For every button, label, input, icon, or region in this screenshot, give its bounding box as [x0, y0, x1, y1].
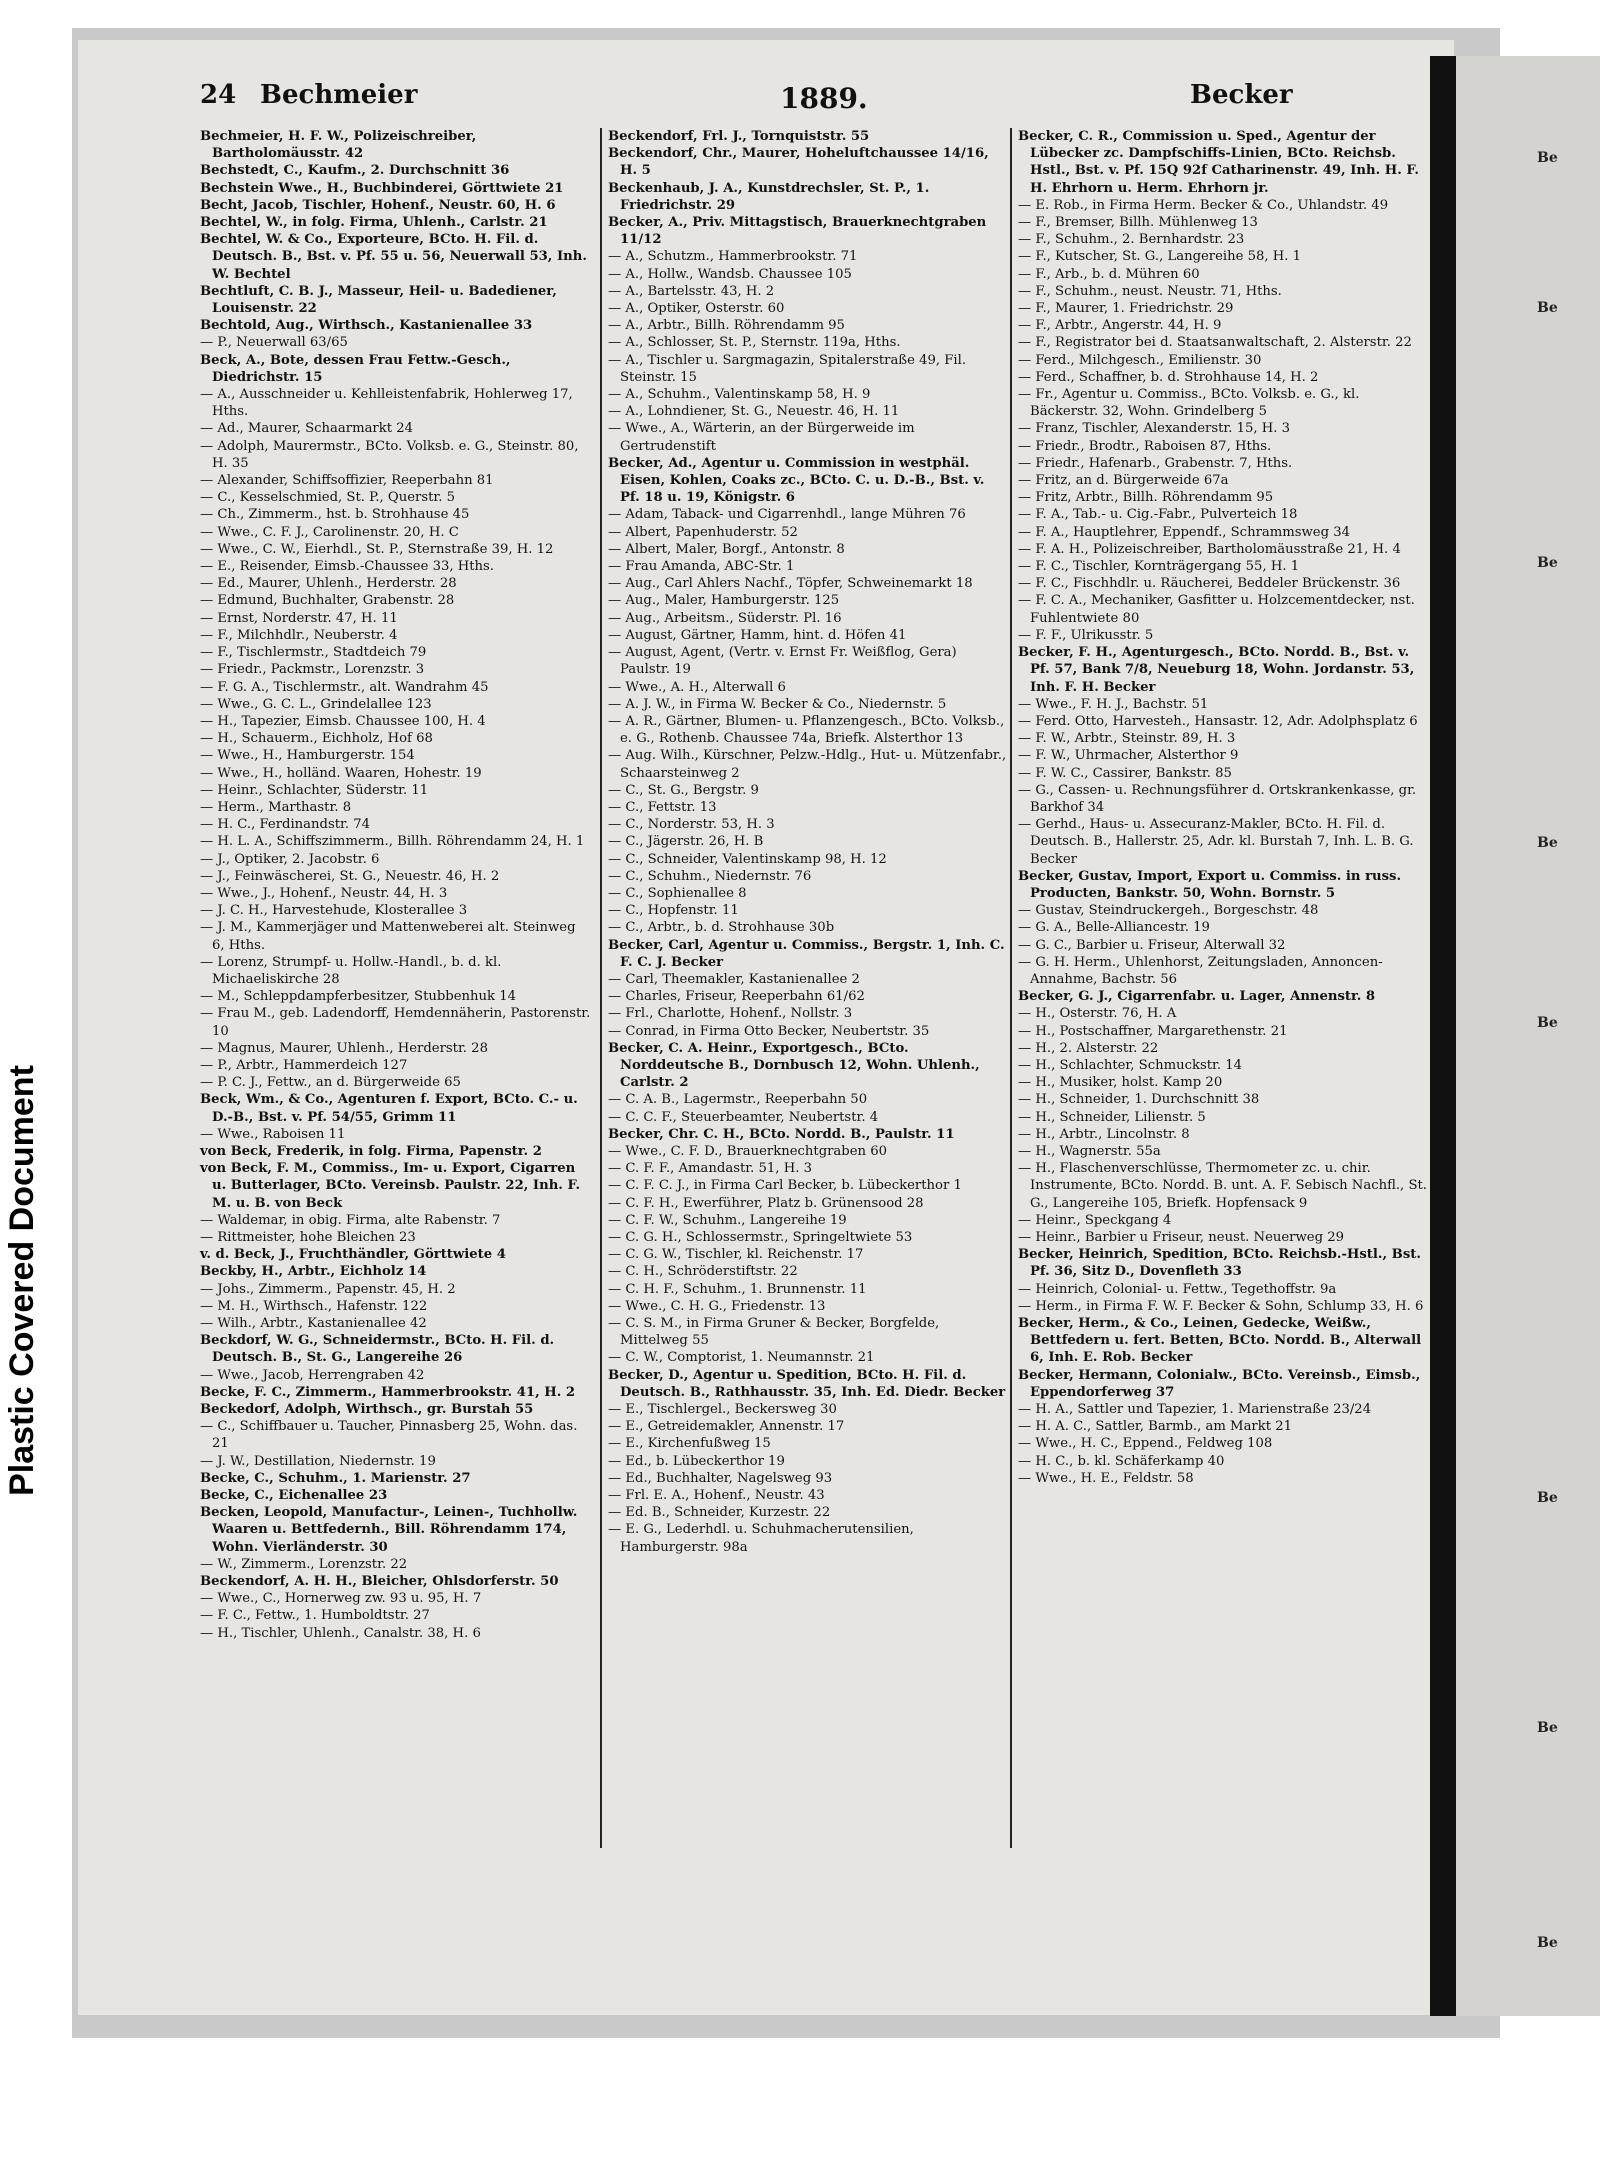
directory-entry: — Wilh., Arbtr., Kastanienallee 42 — [200, 1316, 427, 1332]
directory-entry: — Fr., Agentur u. Commiss., BCto. Volksb. e. G., kl. Bäckerstr. 32, Wohn. Grindelberg 5 — [1018, 387, 1360, 420]
directory-entry: Becker, F. H., Agenturgesch., BCto. Nordd. B., Bst. v. Pf. 57, Bank 7/8, Neueburg 18, Wohn. Jordanstr. 53, Inh. F. H. Becker — [1018, 645, 1415, 695]
directory-entry: — A., Tischler u. Sargmagazin, Spitalerstraße 49, Fil. Steinstr. 15 — [608, 352, 967, 385]
directory-entry: — Aug. Wilh., Kürschner, Pelzw.-Hdlg., Hut- u. Mützenfabr., Schaarsteinweg 2 — [608, 748, 1007, 781]
directory-entry: — F., Milchhdlr., Neuberstr. 4 — [200, 627, 398, 643]
directory-entry: — Friedr., Hafenarb., Grabenstr. 7, Hths. — [1018, 455, 1293, 471]
directory-entry: — Alexander, Schiffsoffizier, Reeperbahn 81 — [200, 473, 494, 489]
directory-entry: — H., Arbtr., Lincolnstr. 8 — [1018, 1126, 1190, 1142]
directory-entry: — Wwe., C. F. J., Carolinenstr. 20, H. C — [200, 524, 459, 540]
directory-entry: Becker, Ad., Agentur u. Commission in westphäl. Eisen, Kohlen, Coaks zc., BCto. C. u. D.-B., Bst. v. Pf. 18 u. 19, Königstr. 6 — [608, 455, 985, 506]
directory-entry: — Wwe., C. F. D., Brauerknechtgraben 60 — [608, 1143, 888, 1159]
directory-entry: Beck, A., Bote, dessen Frau Fettw.-Gesch., Diedrichstr. 15 — [200, 352, 511, 385]
directory-entry: Beck, Wm., & Co., Agenturen f. Export, BCto. C.- u. D.-B., Bst. v. Pf. 54/55, Grimm 11 — [200, 1092, 578, 1125]
directory-entry: — J. M., Kammerjäger und Mattenweberei alt. Steinweg 6, Hths. — [200, 920, 576, 953]
directory-entry: — E. G., Lederhdl. u. Schuhmacherutensilien, Hamburgerstr. 98a — [608, 1522, 914, 1555]
adjacent-page-fragment: Be — [1537, 1720, 1558, 1736]
directory-entry: — Wwe., G. C. L., Grindelallee 123 — [200, 696, 432, 712]
directory-entry: — Heinr., Barbier u Friseur, neust. Neuerweg 29 — [1018, 1230, 1344, 1245]
directory-entry: — Waldemar, in obig. Firma, alte Rabenstr. 7 — [200, 1212, 501, 1228]
directory-entry: — C., Fettstr. 13 — [608, 799, 717, 815]
directory-entry: — Wwe., C. W., Eierhdl., St. P., Sternstraße 39, H. 12 — [200, 541, 554, 557]
directory-entry: — H., Flaschenverschlüsse, Thermometer zc. u. chir. Instrumente, BCto. Nordd. B. unt. A. F. Sebisch Nachfl., St. G., Langereihe 105, Briefk. Hopfensack 9 — [1018, 1161, 1427, 1211]
directory-entry: Becker, Herm., & Co., Leinen, Gedecke, Weißw., Bettfedern u. fert. Betten, BCto. Nordd. B., Alterwall 6, Inh. E. Rob. Becker — [1018, 1316, 1422, 1366]
directory-entry: — Gerhd., Haus- u. Assecuranz-Makler, BCto. H. Fil. d. Deutsch. B., Hallerstr. 25, Adr. kl. Burstah 7, Inh. L. B. G. Becker — [1018, 817, 1414, 867]
plastic-covered-label: Plastic Covered Document — [3, 1064, 42, 1496]
directory-entry: Becker, A., Priv. Mittagstisch, Brauerknechtgraben 11/12 — [608, 215, 987, 248]
directory-entry: — F., Schuhm., neust. Neustr. 71, Hths. — [1018, 283, 1282, 299]
directory-entry: — Adolph, Maurermstr., BCto. Volksb. e. G., Steinstr. 80, H. 35 — [200, 438, 579, 471]
directory-entry: Becker, G. J., Cigarrenfabr. u. Lager, Annenstr. 8 — [1018, 989, 1376, 1005]
directory-entry: — C. W., Comptorist, 1. Neumannstr. 21 — [608, 1350, 875, 1366]
directory-entry: Bechstein Wwe., H., Buchbinderei, Görttwiete 21 — [200, 180, 564, 196]
directory-entry: — Ferd., Milchgesch., Emilienstr. 30 — [1018, 352, 1262, 368]
directory-entry: — C. H., Schröderstiftstr. 22 — [608, 1264, 798, 1280]
directory-entry: — F. W., Uhrmacher, Alsterthor 9 — [1018, 748, 1239, 764]
directory-entry: — G. C., Barbier u. Friseur, Alterwall 32 — [1018, 937, 1286, 953]
adjacent-page-fragment: Be — [1537, 555, 1558, 571]
directory-entry: — Frl., Charlotte, Hohenf., Nollstr. 3 — [608, 1006, 853, 1022]
directory-column-1 — [200, 128, 592, 1642]
directory-entry: — Heinr., Schlachter, Süderstr. 11 — [200, 782, 429, 798]
directory-entry: — F. A. H., Polizeischreiber, Bartholomäusstraße 21, H. 4 — [1018, 541, 1401, 557]
directory-entry: Becht, Jacob, Tischler, Hohenf., Neustr. 60, H. 6 — [200, 197, 556, 213]
column-divider — [600, 128, 602, 1848]
directory-entry: — Ed., Maurer, Uhlenh., Herderstr. 28 — [200, 576, 457, 592]
directory-entry: — E., Kirchenfußweg 15 — [608, 1436, 771, 1452]
directory-entry: — Edmund, Buchhalter, Grabenstr. 28 — [200, 593, 455, 609]
directory-entry: Beckendorf, Frl. J., Tornquiststr. 55 — [608, 129, 870, 144]
directory-entry: — Carl, Theemakler, Kastanienallee 2 — [608, 971, 860, 987]
directory-entry: — H. C., Ferdinandstr. 74 — [200, 817, 371, 833]
directory-entry: — C., Sophienallee 8 — [608, 885, 747, 901]
directory-entry: — August, Gärtner, Hamm, hint. d. Höfen 41 — [608, 627, 907, 643]
directory-entry: Becker, Hermann, Colonialw., BCto. Vereinsb., Eimsb., Eppendorferweg 37 — [1018, 1367, 1421, 1400]
directory-entry: — Frl. E. A., Hohenf., Neustr. 43 — [608, 1488, 825, 1504]
directory-entry: — Wwe., A. H., Alterwall 6 — [608, 679, 786, 695]
adjacent-page-fragment: Be — [1537, 1490, 1558, 1506]
directory-entry: — J. W., Destillation, Niedernstr. 19 — [200, 1453, 436, 1469]
directory-entry: — C., Schuhm., Niedernstr. 76 — [608, 868, 812, 884]
directory-entry: — Friedr., Packmstr., Lorenzstr. 3 — [200, 662, 425, 678]
directory-entry: — C., Norderstr. 53, H. 3 — [608, 817, 775, 833]
directory-entry: — C., St. G., Bergstr. 9 — [608, 782, 759, 798]
directory-entry: — F., Bremser, Billh. Mühlenweg 13 — [1018, 215, 1258, 231]
directory-entry: — A. R., Gärtner, Blumen- u. Pflanzengesch., BCto. Volksb., e. G., Rothenb. Chaussee 74a, Briefk. Alsterthor 13 — [608, 713, 1005, 747]
directory-entry: — F. C., Tischler, Kornträgergang 55, H. 1 — [1018, 559, 1300, 575]
adjacent-page-fragment: Be — [1537, 300, 1558, 316]
directory-entry: Bechtel, W. & Co., Exporteure, BCto. H. Fil. d. Deutsch. B., Bst. v. Pf. 55 u. 56, Neuerwall 53, Inh. W. Bechtel — [200, 232, 587, 282]
directory-entry: Bechtold, Aug., Wirthsch., Kastanienallee 33 — [200, 318, 533, 334]
directory-entry: Beckdorf, W. G., Schneidermstr., BCto. H. Fil. d. Deutsch. B., St. G., Langereihe 26 — [200, 1333, 555, 1366]
directory-entry: — G. H. Herm., Uhlenhorst, Zeitungsladen, Annoncen-Annahme, Bachstr. 56 — [1018, 954, 1383, 987]
directory-entry: — F., Kutscher, St. G., Langereihe 58, H. 1 — [1018, 249, 1302, 265]
directory-entry: — Aug., Arbeitsm., Süderstr. Pl. 16 — [608, 610, 842, 626]
directory-entry: — H., Schlachter, Schmuckstr. 14 — [1018, 1057, 1243, 1073]
directory-entry: — Ed., b. Lübeckerthor 19 — [608, 1453, 785, 1469]
directory-entry: — Ed., Buchhalter, Nagelsweg 93 — [608, 1470, 833, 1486]
directory-entry: — H. A. C., Sattler, Barmb., am Markt 21 — [1018, 1419, 1292, 1435]
directory-entry: — Lorenz, Strumpf- u. Hollw.-Handl., b. d. kl. Michaeliskirche 28 — [200, 954, 502, 987]
directory-entry: — H., Schneider, Lilienstr. 5 — [1018, 1109, 1206, 1125]
header-left-keyword: Bechmeier — [260, 80, 418, 110]
directory-entry: v. d. Beck, J., Fruchthändler, Görttwiete 4 — [200, 1247, 506, 1263]
directory-entry: — H., Schauerm., Eichholz, Hof 68 — [200, 731, 433, 747]
directory-entry: — C. C. F., Steuerbeamter, Neubertstr. 4 — [608, 1109, 879, 1125]
directory-entry: — Wwe., C., Hornerweg zw. 93 u. 95, H. 7 — [200, 1591, 482, 1607]
directory-entry: — Franz, Tischler, Alexanderstr. 15, H. 3 — [1018, 421, 1291, 437]
directory-entry: — A., Schuhm., Valentinskamp 58, H. 9 — [608, 387, 871, 403]
page-header — [200, 80, 1293, 120]
directory-entry: — A. J. W., in Firma W. Becker & Co., Niedernstr. 5 — [608, 696, 947, 712]
directory-entry: — Aug., Maler, Hamburgerstr. 125 — [608, 593, 840, 609]
directory-entry: Becker, Chr. C. H., BCto. Nordd. B., Paulstr. 11 — [608, 1126, 955, 1142]
directory-entry: — W., Zimmerm., Lorenzstr. 22 — [200, 1556, 408, 1572]
directory-entry: — C. G. W., Tischler, kl. Reichenstr. 17 — [608, 1247, 864, 1263]
directory-entry: — C. F. F., Amandastr. 51, H. 3 — [608, 1161, 812, 1177]
directory-entry: Becker, C. A. Heinr., Exportgesch., BCto. Norddeutsche B., Dornbusch 12, Wohn. Uhlenh., Carlstr. 2 — [608, 1040, 980, 1091]
adjacent-page-fragment: Be — [1537, 1015, 1558, 1031]
directory-entry: — Ch., Zimmerm., hst. b. Strohhause 45 — [200, 507, 470, 523]
directory-entry: Bechstedt, C., Kaufm., 2. Durchschnitt 36 — [200, 163, 510, 179]
directory-entry: — H. A., Sattler und Tapezier, 1. Marienstraße 23/24 — [1018, 1402, 1372, 1418]
directory-entry: — F., Registrator bei d. Staatsanwaltschaft, 2. Alsterstr. 22 — [1018, 335, 1412, 351]
directory-entry: — H., Musiker, holst. Kamp 20 — [1018, 1075, 1223, 1091]
directory-entry: — F. A., Tab.- u. Cig.-Fabr., Pulverteich 18 — [1018, 507, 1298, 523]
directory-entry: Beckendorf, Chr., Maurer, Hoheluftchaussee 14/16, H. 5 — [608, 146, 989, 179]
page-number: 24 — [200, 80, 237, 110]
directory-entry: — Heinr., Speckgang 4 — [1018, 1212, 1172, 1228]
directory-entry: Becker, Gustav, Import, Export u. Commiss. in russ. Producten, Bankstr. 50, Wohn. Bornstr. 5 — [1018, 868, 1402, 901]
directory-entry: — H. C., b. kl. Schäferkamp 40 — [1018, 1453, 1225, 1469]
directory-entry: Bechtel, W., in folg. Firma, Uhlenh., Carlstr. 21 — [200, 215, 548, 231]
directory-entry: — F. W. C., Cassirer, Bankstr. 85 — [1018, 765, 1232, 781]
directory-entry: — F., Arb., b. d. Mühren 60 — [1018, 266, 1200, 282]
directory-entry: — C. G. H., Schlossermstr., Springeltwiete 53 — [608, 1230, 913, 1245]
directory-entry: Becker, Heinrich, Spedition, BCto. Reichsb.-Hstl., Bst. Pf. 36, Sitz D., Dovenfleth 33 — [1018, 1247, 1421, 1280]
directory-entry: — Wwe., J., Hohenf., Neustr. 44, H. 3 — [200, 885, 448, 901]
directory-entry: Beckendorf, A. H. H., Bleicher, Ohlsdorferstr. 50 — [200, 1574, 559, 1590]
directory-entry: von Beck, F. M., Commiss., Im- u. Export, Cigarren u. Butterlager, BCto. Vereinsb. Paulstr. 22, Inh. F. M. u. B. von Beck — [200, 1161, 581, 1211]
directory-entry: — Ferd., Schaffner, b. d. Strohhause 14, H. 2 — [1018, 369, 1319, 385]
directory-entry: — C. H. F., Schuhm., 1. Brunnenstr. 11 — [608, 1281, 867, 1297]
directory-entry: — F., Tischlermstr., Stadtdeich 79 — [200, 645, 427, 661]
directory-entry: — E., Tischlergel., Beckersweg 30 — [608, 1402, 837, 1418]
directory-entry: — H. L. A., Schiffszimmerm., Billh. Röhrendamm 24, H. 1 — [200, 834, 585, 850]
directory-entry: Becker, C. R., Commission u. Sped., Agentur der Lübecker zc. Dampfschiffs-Linien, BCto. Reichsb. Hstl., Bst. v. Pf. 15Q 92f Catharinenstr. 49, Inh. H. F. H. Ehrhorn u. Herm. Ehrhorn jr. — [1018, 129, 1420, 196]
directory-entry: — A., Hollw., Wandsb. Chaussee 105 — [608, 266, 852, 282]
directory-entry: — C., Schneider, Valentinskamp 98, H. 12 — [608, 851, 887, 867]
directory-entry: — Aug., Carl Ahlers Nachf., Töpfer, Schweinemarkt 18 — [608, 576, 973, 592]
directory-entry: — A., Schutzm., Hammerbrookstr. 71 — [608, 249, 858, 265]
directory-entry: — C., Hopfenstr. 11 — [608, 903, 739, 919]
directory-entry: — Conrad, in Firma Otto Becker, Neubertstr. 35 — [608, 1023, 930, 1039]
directory-entry: — Herm., in Firma F. W. F. Becker & Sohn, Schlump 33, H. 6 — [1018, 1298, 1424, 1314]
directory-entry: — G., Cassen- u. Rechnungsführer d. Ortskrankenkasse, gr. Barkhof 34 — [1018, 782, 1417, 815]
header-right-keyword: Becker — [1190, 80, 1293, 110]
directory-entry: — C. F. C. J., in Firma Carl Becker, b. Lübeckerthor 1 — [608, 1178, 962, 1194]
directory-entry: — Herm., Marthastr. 8 — [200, 799, 352, 815]
directory-entry: — C., Arbtr., b. d. Strohhause 30b — [608, 920, 835, 936]
directory-entry: — Adam, Taback- und Cigarrenhdl., lange Mühren 76 — [608, 507, 966, 523]
directory-entry: Becker, D., Agentur u. Spedition, BCto. H. Fil. d. Deutsch. B., Rathhausstr. 35, Inh. Ed. Diedr. Becker — [608, 1367, 1006, 1400]
directory-entry: — Ernst, Norderstr. 47, H. 11 — [200, 610, 398, 626]
directory-entry: von Beck, Frederik, in folg. Firma, Papenstr. 2 — [200, 1143, 542, 1159]
directory-entry: — A., Arbtr., Billh. Röhrendamm 95 — [608, 318, 845, 334]
directory-entry: — Fritz, an d. Bürgerweide 67a — [1018, 473, 1229, 489]
directory-entry: — C. A. B., Lagermstr., Reeperbahn 50 — [608, 1092, 868, 1108]
directory-entry: — H., Tapezier, Eimsb. Chaussee 100, H. 4 — [200, 713, 486, 729]
directory-entry: Becke, F. C., Zimmerm., Hammerbrookstr. 41, H. 2 — [200, 1384, 576, 1400]
directory-entry: — Friedr., Brodtr., Raboisen 87, Hths. — [1018, 438, 1272, 454]
directory-entry: — Wwe., F. H. J., Bachstr. 51 — [1018, 696, 1209, 712]
directory-entry: — P. C. J., Fettw., an d. Bürgerweide 65 — [200, 1075, 461, 1091]
directory-entry: — M. H., Wirthsch., Hafenstr. 122 — [200, 1298, 428, 1314]
directory-entry: — C. S. M., in Firma Gruner & Becker, Borgfelde, Mittelweg 55 — [608, 1316, 940, 1349]
directory-entry: — J. C. H., Harvestehude, Klosterallee 3 — [200, 903, 468, 919]
directory-entry: — Wwe., Raboisen 11 — [200, 1126, 346, 1142]
directory-entry: — A., Optiker, Osterstr. 60 — [608, 301, 785, 317]
directory-entry: — C. F. H., Ewerführer, Platz b. Grünensood 28 — [608, 1195, 924, 1211]
column-divider — [1010, 128, 1012, 1848]
directory-entry: — A., Lohndiener, St. G., Neuestr. 46, H. 11 — [608, 404, 900, 420]
directory-entry: Beckedorf, Adolph, Wirthsch., gr. Burstah 55 — [200, 1402, 534, 1418]
directory-entry: — E. Rob., in Firma Herm. Becker & Co., Uhlandstr. 49 — [1018, 197, 1389, 213]
directory-entry: — F. W., Arbtr., Steinstr. 89, H. 3 — [1018, 731, 1236, 747]
directory-entry: — P., Arbtr., Hammerdeich 127 — [200, 1057, 408, 1073]
directory-entry: — Heinrich, Colonial- u. Fettw., Tegethoffstr. 9a — [1018, 1281, 1337, 1297]
directory-entry: — C., Kesselschmied, St. P., Querstr. 5 — [200, 490, 456, 506]
directory-entry: — F., Schuhm., 2. Bernhardstr. 23 — [1018, 232, 1245, 248]
adjacent-page-fragment: Be — [1537, 150, 1558, 166]
directory-entry: — M., Schleppdampferbesitzer, Stubbenhuk 14 — [200, 989, 516, 1005]
directory-entry: — F. F., Ulrikusstr. 5 — [1018, 627, 1154, 643]
directory-entry: — F., Arbtr., Angerstr. 44, H. 9 — [1018, 318, 1222, 334]
directory-entry: — Frau Amanda, ABC-Str. 1 — [608, 559, 795, 575]
directory-entry: — H., Postschaffner, Margarethenstr. 21 — [1018, 1023, 1288, 1039]
directory-entry: — F., Maurer, 1. Friedrichstr. 29 — [1018, 301, 1234, 317]
directory-entry: — Albert, Papenhuderstr. 52 — [608, 524, 798, 540]
directory-entry: — A., Schlosser, St. P., Sternstr. 119a, Hths. — [608, 335, 901, 351]
directory-entry: — Wwe., H. E., Feldstr. 58 — [1018, 1470, 1194, 1486]
directory-entry: — Ad., Maurer, Schaarmarkt 24 — [200, 421, 414, 437]
page-binding-shadow — [1430, 56, 1456, 2016]
directory-entry: Becke, C., Eichenallee 23 — [200, 1488, 388, 1504]
directory-entry: — A., Ausschneider u. Kehlleistenfabrik, Hohlerweg 17, Hths. — [200, 387, 573, 420]
adjacent-page-fragment: Be — [1537, 835, 1558, 851]
directory-entry: — Ferd. Otto, Harvesteh., Hansastr. 12, Adr. Adolphsplatz 6 — [1018, 713, 1418, 729]
directory-entry: — H., Tischler, Uhlenh., Canalstr. 38, H. 6 — [200, 1625, 481, 1641]
directory-entry: — Rittmeister, hohe Bleichen 23 — [200, 1230, 416, 1245]
directory-entry: — Wwe., Jacob, Herrengraben 42 — [200, 1367, 425, 1383]
adjacent-page-fragment: Be — [1537, 1935, 1558, 1951]
directory-entry: — Wwe., H., holländ. Waaren, Hohestr. 19 — [200, 765, 482, 781]
directory-entry: — Wwe., H. C., Eppend., Feldweg 108 — [1018, 1436, 1273, 1452]
directory-entry: — F. C. A., Mechaniker, Gasfitter u. Holzcementdecker, nst. Fuhlentwiete 80 — [1018, 593, 1415, 626]
directory-entry: — F. C., Fettw., 1. Humboldtstr. 27 — [200, 1608, 430, 1624]
directory-entry: — A., Bartelsstr. 43, H. 2 — [608, 283, 775, 299]
directory-entry: Beckenhaub, J. A., Kunstdrechsler, St. P., 1. Friedrichstr. 29 — [608, 180, 930, 213]
directory-entry: — E., Reisender, Eimsb.-Chaussee 33, Hths. — [200, 559, 494, 575]
directory-entry: — H., Schneider, 1. Durchschnitt 38 — [1018, 1092, 1260, 1108]
directory-entry: — C., Jägerstr. 26, H. B — [608, 834, 764, 850]
directory-entry: — H., Wagnerstr. 55a — [1018, 1143, 1161, 1159]
directory-entry: — H., 2. Alsterstr. 22 — [1018, 1040, 1159, 1056]
directory-entry: Beckby, H., Arbtr., Eichholz 14 — [200, 1264, 427, 1280]
directory-entry: — C., Schiffbauer u. Taucher, Pinnasberg 25, Wohn. das. 21 — [200, 1419, 578, 1452]
directory-entry: Becke, C., Schuhm., 1. Marienstr. 27 — [200, 1470, 471, 1486]
directory-entry: — Fritz, Arbtr., Billh. Röhrendamm 95 — [1018, 490, 1274, 506]
directory-entry: — August, Agent, (Vertr. v. Ernst Fr. Weißflog, Gera) Paulstr. 19 — [608, 645, 957, 678]
directory-entry: — Albert, Maler, Borgf., Antonstr. 8 — [608, 541, 845, 557]
directory-entry: — F. G. A., Tischlermstr., alt. Wandrahm 45 — [200, 679, 489, 695]
directory-entry: — G. A., Belle-Alliancestr. 19 — [1018, 920, 1210, 936]
directory-entry: — E., Getreidemakler, Annenstr. 17 — [608, 1419, 845, 1435]
directory-entry: Becken, Leopold, Manufactur-, Leinen-, Tuchhollw. Waaren u. Bettfedernh., Bill. Röhrendamm 174, Wohn. Vierländerstr. 30 — [200, 1505, 578, 1555]
directory-entry: — F. A., Hauptlehrer, Eppendf., Schrammsweg 34 — [1018, 524, 1351, 540]
adjacent-page-strip — [1456, 56, 1600, 2016]
directory-entry: — Wwe., A., Wärterin, an der Bürgerweide im Gertrudenstift — [608, 421, 915, 454]
directory-entry: — Gustav, Steindruckergeh., Borgeschstr. 48 — [1018, 903, 1319, 919]
directory-entry: — Wwe., H., Hamburgerstr. 154 — [200, 748, 415, 764]
directory-entry: Becker, Carl, Agentur u. Commiss., Bergstr. 1, Inh. C. F. C. J. Becker — [608, 937, 1005, 970]
directory-column-3 — [1018, 128, 1428, 1487]
directory-column-2 — [608, 128, 1008, 1556]
directory-entry: — J., Optiker, 2. Jacobstr. 6 — [200, 851, 380, 867]
directory-entry: — Charles, Friseur, Reeperbahn 61/62 — [608, 989, 865, 1005]
directory-entry: — Ed. B., Schneider, Kurzestr. 22 — [608, 1505, 831, 1521]
directory-entry: — Johs., Zimmerm., Papenstr. 45, H. 2 — [200, 1281, 456, 1297]
directory-entry: — F. C., Fischhdlr. u. Räucherei, Beddeler Brückenstr. 36 — [1018, 576, 1401, 592]
directory-entry: — H., Osterstr. 76, H. A — [1018, 1006, 1177, 1022]
directory-entry: — J., Feinwäscherei, St. G., Neuestr. 46, H. 2 — [200, 868, 500, 884]
directory-entry: — Frau M., geb. Ladendorff, Hemdennäherin, Pastorenstr. 10 — [200, 1006, 591, 1039]
directory-entry: — C. F. W., Schuhm., Langereihe 19 — [608, 1212, 847, 1228]
directory-entry: — Wwe., C. H. G., Friedenstr. 13 — [608, 1298, 826, 1314]
directory-entry: Bechtluft, C. B. J., Masseur, Heil- u. Badediener, Louisenstr. 22 — [200, 283, 557, 317]
directory-entry: — Magnus, Maurer, Uhlenh., Herderstr. 28 — [200, 1040, 488, 1056]
directory-entry: Bechmeier, H. F. W., Polizeischreiber, Bartholomäusstr. 42 — [200, 129, 477, 162]
directory-entry: — P., Neuerwall 63/65 — [200, 335, 348, 351]
header-year: 1889. — [780, 82, 868, 115]
